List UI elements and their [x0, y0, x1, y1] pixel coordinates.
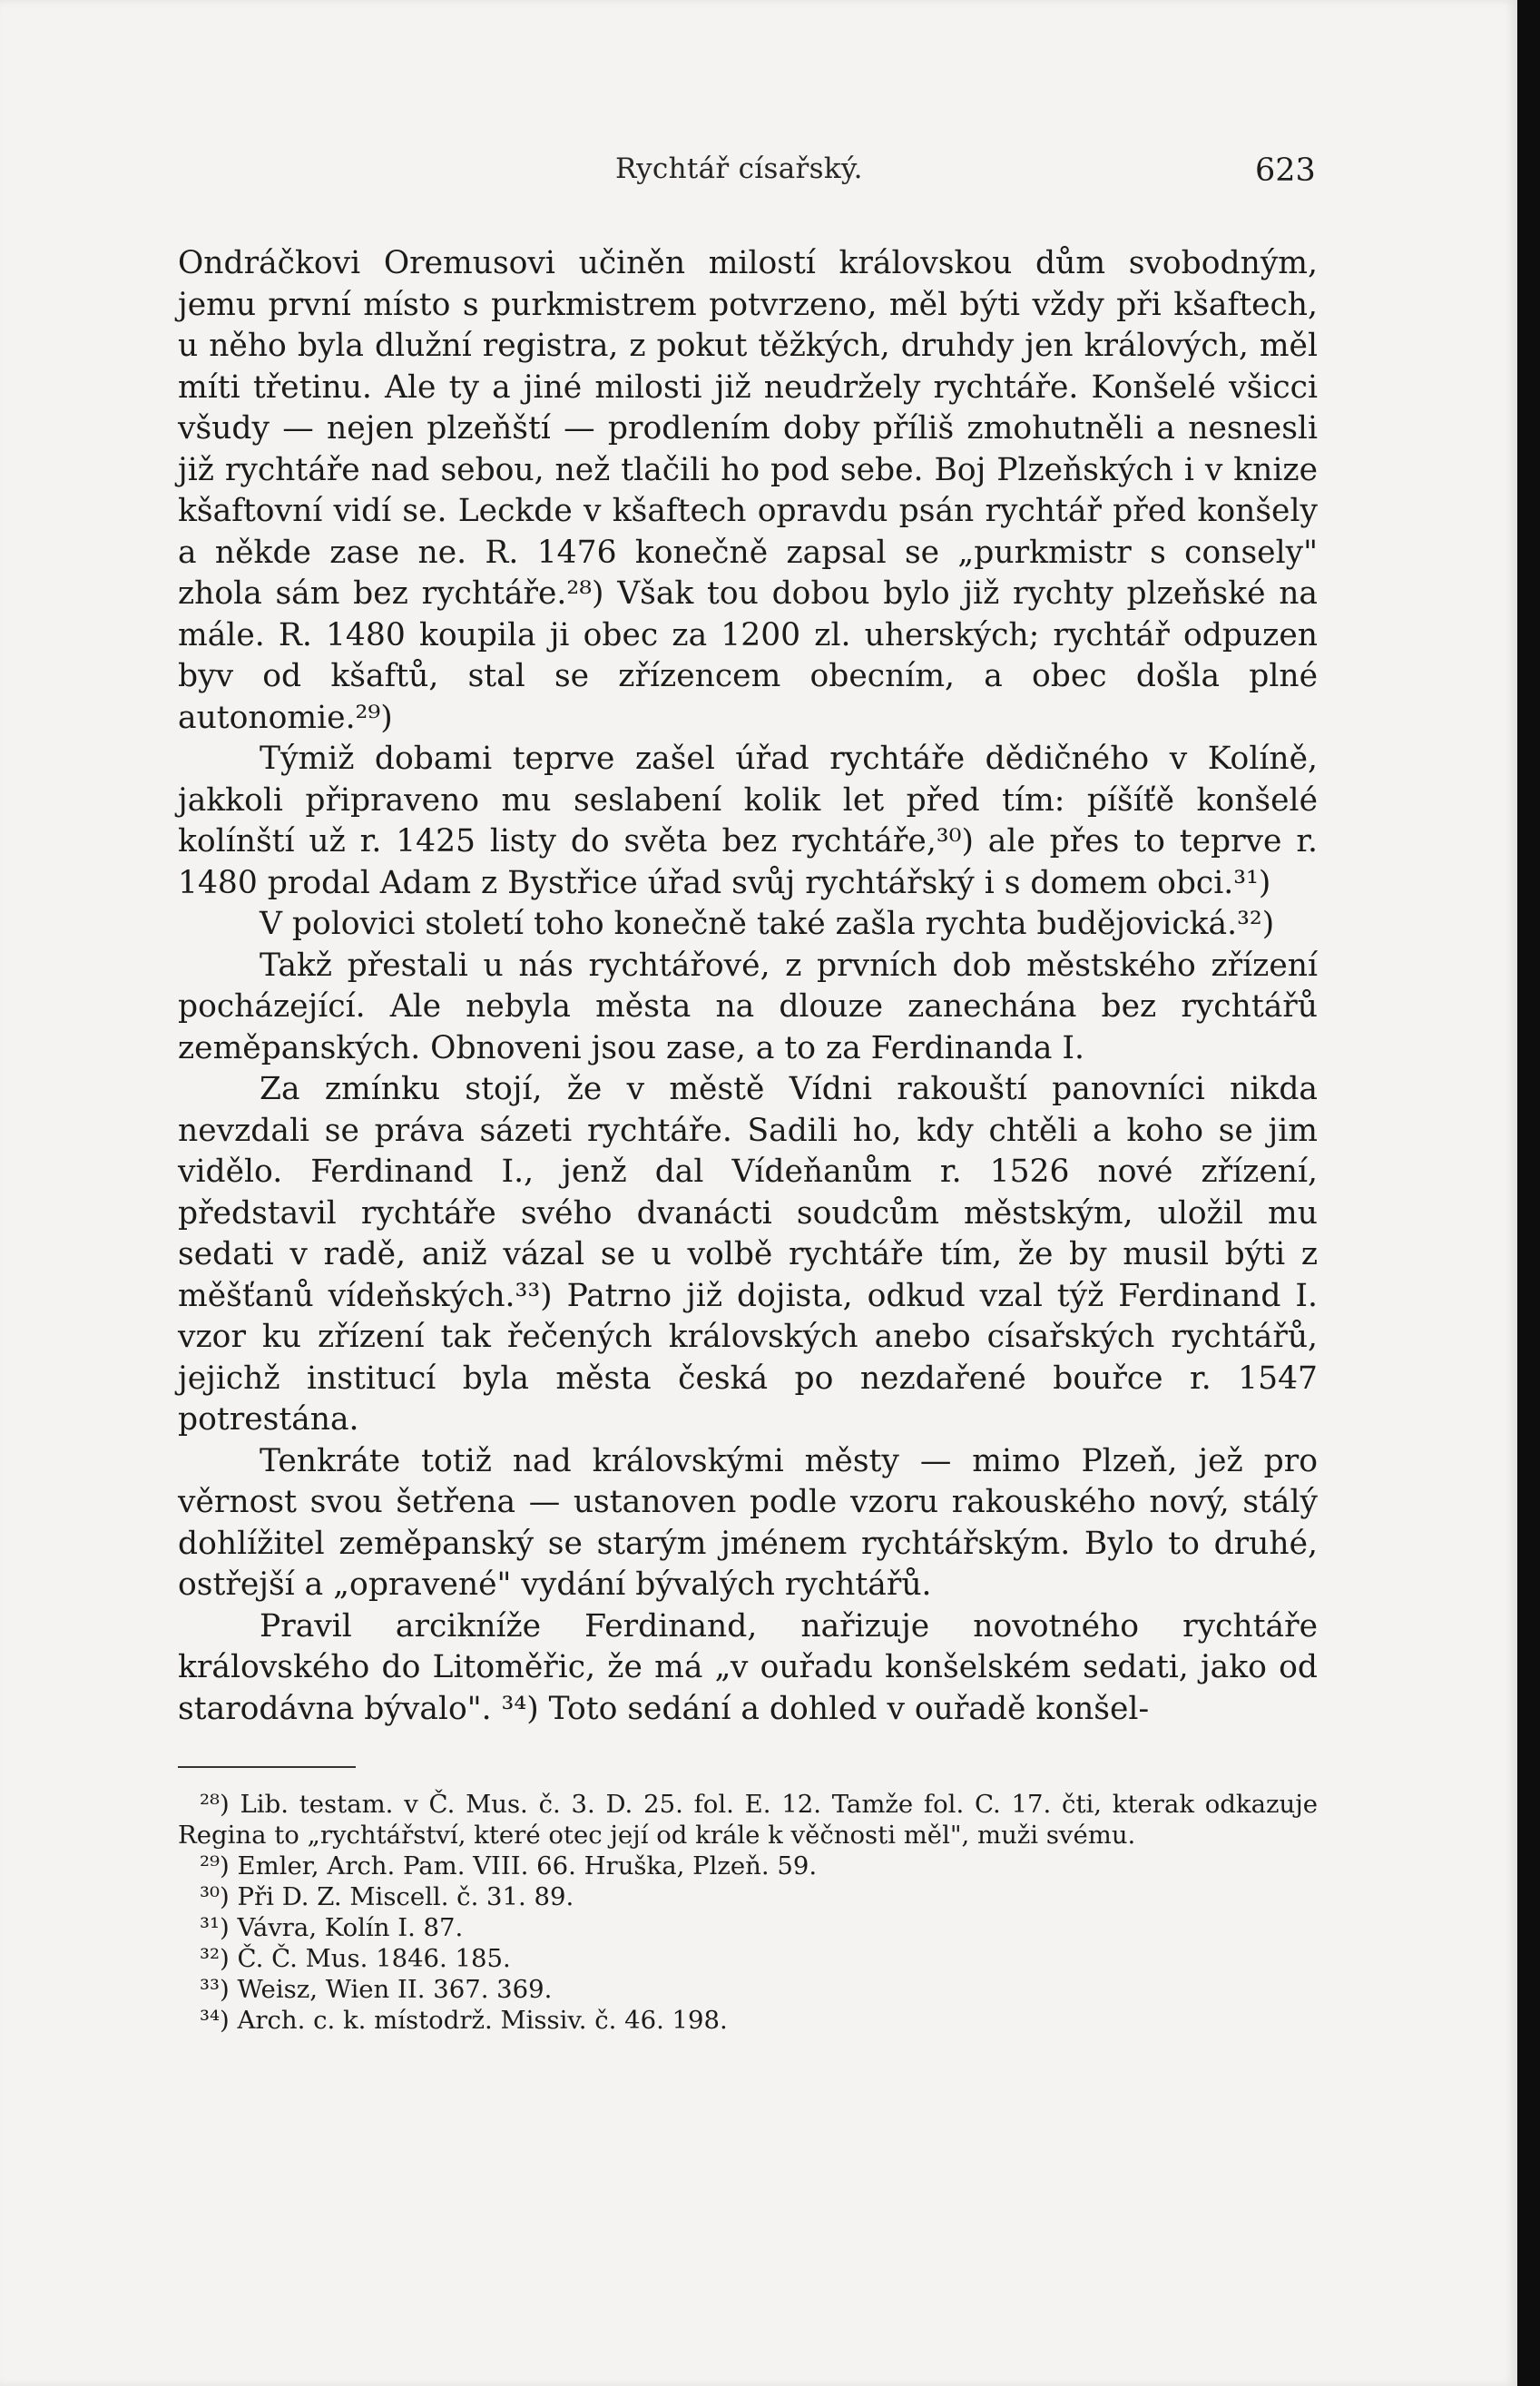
footnote: ³²) Č. Č. Mus. 1846. 185. — [200, 1944, 511, 1973]
paragraph: Takž přestali u nás rychtářové, z prvních dob městského zřízení pocházející. Ale nebyla města na dlouze zanechána bez rychtářů zeměpanských. Obnoveni jsou zase, a to za Ferdinanda I. — [178, 947, 1318, 1066]
footnote: ³³) Weisz, Wien II. 367. 369. — [200, 1975, 553, 2004]
main-text — [178, 243, 1318, 1730]
footnote: ³⁰) Při D. Z. Miscell. č. 31. 89. — [200, 1882, 574, 1911]
footnote-divider — [178, 1766, 356, 1768]
footnote: ³¹) Vávra, Kolín I. 87. — [200, 1913, 464, 1942]
footnote: ²⁸) Lib. testam. v Č. Mus. č. 3. D. 25. fol. E. 12. Tamže fol. C. 17. čti, kterak odkazuje Regina to „rychtářství, které otec její od krále k věčnosti měl", muži svému. — [178, 1790, 1318, 1850]
footnote: ²⁹) Emler, Arch. Pam. VIII. 66. Hruška, Plzeň. 59. — [200, 1851, 818, 1880]
paragraph: Tenkráte totiž nad královskými městy — mimo Plzeň, jež pro věrnost svou šetřena — ustanoven podle vzoru rakouského nový, stálý dohlížitel zeměpanský se starým jménem rychtářským. Bylo to druhé, ostřejší a „opravené" vydání bývalých rychtářů. — [178, 1442, 1318, 1603]
page-number: 623 — [1255, 152, 1316, 189]
paragraph: Ondráčkovi Oremusovi učiněn milostí královskou dům svobodným, jemu první místo s purkmistrem potvrzeno, měl býti vždy při kšaftech, u něho byla dlužní registra, z pokut těžkých, druhdy jen králových, měl míti třetinu. Ale ty a jiné milosti již neudržely rychtáře. Konšelé všicci všudy — nejen plzeňští — prodlením doby příliš zmohutněli a nesnesli již rychtáře nad sebou, než tlačili ho pod sebe. Boj Plzeňských i v knize kšaftovní vidí se. Leckde v kšaftech opravdu psán rychtář před konšely a někde zase ne. R. 1476 konečně zapsal se „purkmistr s consely" zhola sám bez rychtáře.²⁸) Však tou dobou bylo již rychty plzeňské na mále. R. 1480 koupila ji obec za 1200 zl. uherských; rychtář odpuzen byv od kšaftů, stal se zřízencem obecním, a obec došla plné autonomie.²⁹) — [178, 245, 1318, 736]
paragraph: Týmiž dobami teprve zašel úřad rychtáře dědičného v Kolíně, jakkoli připraveno mu seslabení kolik let před tím: píšíťě konšelé kolínští už r. 1425 listy do světa bez rychtáře,³⁰) ale přes to teprve r. 1480 prodal Adam z Bystřice úřad svůj rychtářský i s domem obci.³¹) — [178, 741, 1318, 901]
running-title: Rychtář císařský. — [615, 152, 863, 185]
paragraph: Za zmínku stojí, že v městě Vídni rakouští panovníci nikda nevzdali se práva sázeti rychtáře. Sadili ho, kdy chtěli a koho se jim vidělo. Ferdinand I., jenž dal Vídeňanům r. 1526 nové zřízení, představil rychtáře svého dvanácti soudcům městským, uložil mu sedati v radě, aniž vázal se u volbě rychtáře tím, že by musil býti z měšťanů vídeňských.³³) Patrno již dojista, odkud vzal týž Ferdinand I. vzor ku zřízení tak řečených královských anebo císařských rychtářů, jejichž institucí byla města česká po nezdařené bouřce r. 1547 potrestána. — [178, 1071, 1318, 1438]
paragraph: Pravil arcikníže Ferdinand, nařizuje novotného rychtáře královského do Litoměřic, že má „v ouřadu konšelském sedati, jako od starodávna bývalo". ³⁴) Toto sedání a dohled v ouřadě konšel- — [178, 1607, 1318, 1727]
footnote: ³⁴) Arch. c. k. místodrž. Missiv. č. 46. 198. — [200, 2006, 728, 2035]
paragraph: V polovici století toho konečně také zašla rychta budějovická.³²) — [260, 906, 1275, 942]
footnotes — [178, 1789, 1318, 2036]
